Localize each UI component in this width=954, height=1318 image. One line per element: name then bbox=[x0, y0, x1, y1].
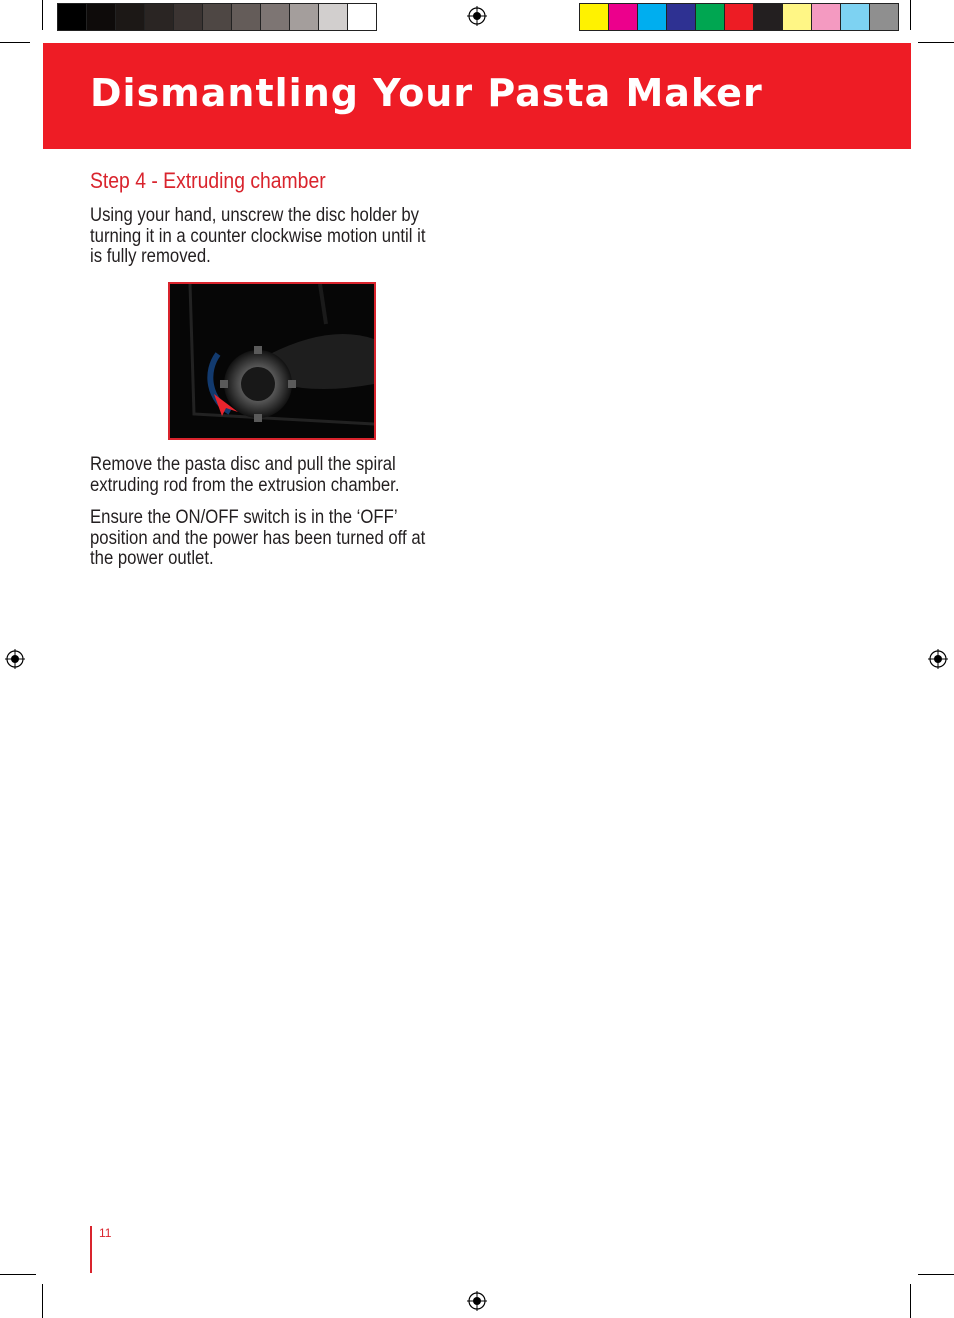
crop-mark-bl-v bbox=[42, 1284, 43, 1318]
crop-mark-br-v bbox=[910, 1284, 911, 1318]
color-swatch bbox=[725, 4, 754, 30]
gray-swatch bbox=[116, 4, 145, 30]
color-calibration-strip bbox=[579, 3, 899, 31]
registration-target-icon bbox=[5, 649, 25, 669]
color-swatch bbox=[783, 4, 812, 30]
color-swatch bbox=[609, 4, 638, 30]
crop-mark-tl-h bbox=[0, 42, 30, 43]
gray-swatch bbox=[145, 4, 174, 30]
crop-mark-bl-h bbox=[0, 1274, 36, 1275]
instruction-paragraph-2: Remove the pasta disc and pull the spiral extruding rod from the extrusion chamber. bbox=[90, 454, 400, 496]
registration-target-icon bbox=[928, 649, 948, 669]
gray-swatch bbox=[348, 4, 376, 30]
gray-swatch bbox=[174, 4, 203, 30]
color-swatch bbox=[696, 4, 725, 30]
disc-holder-photo bbox=[168, 282, 376, 440]
color-swatch bbox=[754, 4, 783, 30]
step-heading: Step 4 - Extruding chamber bbox=[90, 168, 326, 193]
crop-mark-br-h bbox=[918, 1274, 954, 1275]
page-number: 11 bbox=[99, 1226, 112, 1240]
gray-swatch bbox=[319, 4, 348, 30]
gray-swatch bbox=[203, 4, 232, 30]
color-swatch bbox=[870, 4, 898, 30]
crop-mark-tr-v bbox=[910, 0, 911, 30]
page-number-rule bbox=[90, 1226, 92, 1273]
crop-mark-tl-v bbox=[42, 0, 43, 30]
color-swatch bbox=[841, 4, 870, 30]
disc-holder-illustration bbox=[170, 284, 374, 438]
gray-swatch bbox=[87, 4, 116, 30]
gray-swatch bbox=[58, 4, 87, 30]
gray-swatch bbox=[290, 4, 319, 30]
page-title: Dismantling Your Pasta Maker bbox=[90, 71, 763, 115]
color-swatch bbox=[812, 4, 841, 30]
gray-calibration-strip bbox=[57, 3, 377, 31]
instruction-paragraph-3: Ensure the ON/OFF switch is in the ‘OFF’ position and the power has been turned off at the power outlet. bbox=[90, 507, 426, 569]
instruction-paragraph-1: Using your hand, unscrew the disc holder by turning it in a counter clockwise motion until it is fully removed. bbox=[90, 205, 426, 267]
crop-mark-tr-h bbox=[918, 42, 954, 43]
color-swatch bbox=[638, 4, 667, 30]
registration-target-icon bbox=[467, 6, 487, 26]
header-banner bbox=[43, 43, 911, 149]
gray-swatch bbox=[232, 4, 261, 30]
registration-target-icon bbox=[467, 1291, 487, 1311]
color-swatch bbox=[580, 4, 609, 30]
color-swatch bbox=[667, 4, 696, 30]
gray-swatch bbox=[261, 4, 290, 30]
